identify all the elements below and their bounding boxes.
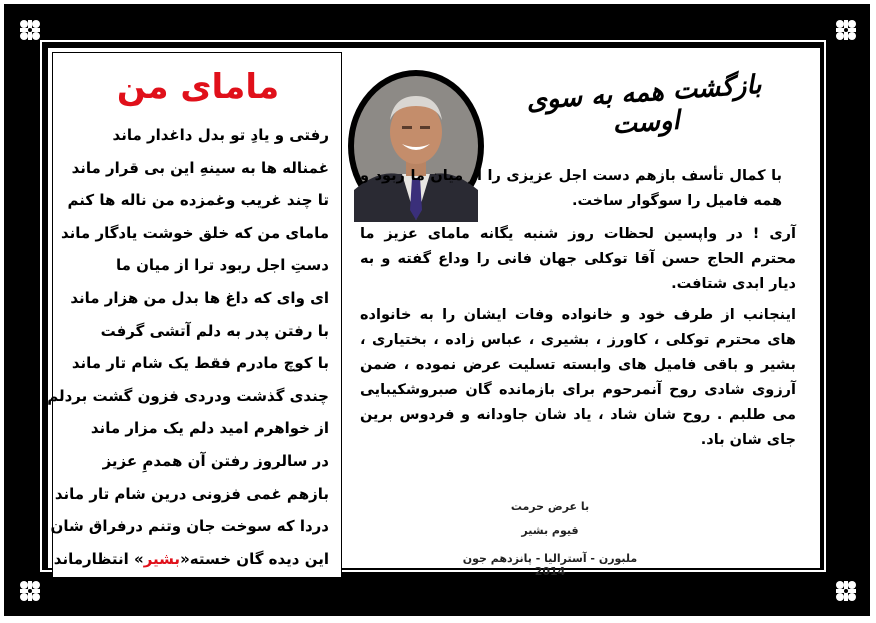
announcement-paragraph-2: آری ! در واپسین لحظات روز شنبه یگانه مامای عزیز ما محترم الحاج حسن آقا توکلی جهان فانی را وداع گفته و به دیار ابدی شتافت. bbox=[360, 226, 796, 292]
poem-last-line bbox=[53, 543, 329, 576]
poem-line: با کوچ مادرم فقط یک شام تار ماند bbox=[71, 354, 329, 373]
poem-box bbox=[47, 52, 342, 578]
poem-line: مامای من که خلق خوشت یادگار ماند bbox=[61, 223, 329, 242]
corner-ornament-bottom-right bbox=[831, 576, 861, 606]
poem-last-line-end: » انتظارماند bbox=[53, 549, 144, 568]
poem-line: تا چند غریب وغمزده من ناله ها کنم bbox=[67, 191, 329, 210]
corner-ornament-top-right bbox=[831, 15, 861, 45]
poem-line: با رفتن پدر به دلم آتشی گرفت bbox=[100, 321, 329, 340]
poem-line: بازهم غمی فزونی درین شام تار ماند bbox=[54, 484, 329, 503]
poem-body bbox=[47, 119, 329, 575]
signature-place-date: ملبورن - آسترالیا - پانزدهم جون 2014 bbox=[462, 552, 638, 578]
announcement-paragraph-1: با کمال تأسف بازهم دست اجل عزیزی را از میان ما ربود و همه فامیل را سوگوار ساخت. bbox=[360, 168, 782, 209]
poem-line: در سالروز رفتن آن همدمِ عزیز bbox=[102, 451, 329, 470]
corner-ornament-top-left bbox=[15, 15, 45, 45]
poem-line: ای وای که داغ ها بدل من هزار ماند bbox=[70, 288, 329, 307]
poem-line: دستِ اجل ربود ترا از میان ما bbox=[115, 256, 329, 275]
poet-name: بشیر bbox=[143, 549, 181, 568]
poem-line: غمناله ها به سینهِ این بی قرار ماند bbox=[71, 158, 329, 177]
poem-line: دردا که سوخت جان وتنم درفراق شان bbox=[50, 517, 329, 536]
calligraphy-heading: بازگشت همه به سوی اوست bbox=[525, 69, 763, 141]
announcement-text bbox=[360, 160, 796, 453]
poem-title: مامای من bbox=[116, 67, 280, 107]
poem-line: رفتی و یادِ تو بدل داغدار ماند bbox=[112, 126, 329, 144]
announcement-paragraph-3: اینجانب از طرف خود و خانواده وفات ایشان را به خانواده های محترم توکلی ، کاورز ، بشیری ، عباس زاده ، بختیاری ، بشیر و باقی فامیل های وابسته تسلیت عرض نموده ، ضمن آرزوی شادی روح آنمرحوم برای بازمانده گان صبروشکیبایی می طلبم . روح شان شاد ، یاد شان جاودانه و فردوس برین جای شان باد. bbox=[360, 307, 796, 448]
poem-line: از خواهرم امید دلم یک مزار ماند bbox=[90, 419, 329, 438]
signature-name: قیوم بشیر bbox=[521, 524, 579, 537]
signature-regards: با عرض حرمت bbox=[510, 500, 590, 513]
poem-line: چندی گذشت ودردی فزون گشت بردلم bbox=[47, 386, 329, 405]
corner-ornament-bottom-left bbox=[15, 576, 45, 606]
poem-last-line-start: این دیده گان خسته« bbox=[180, 549, 329, 568]
